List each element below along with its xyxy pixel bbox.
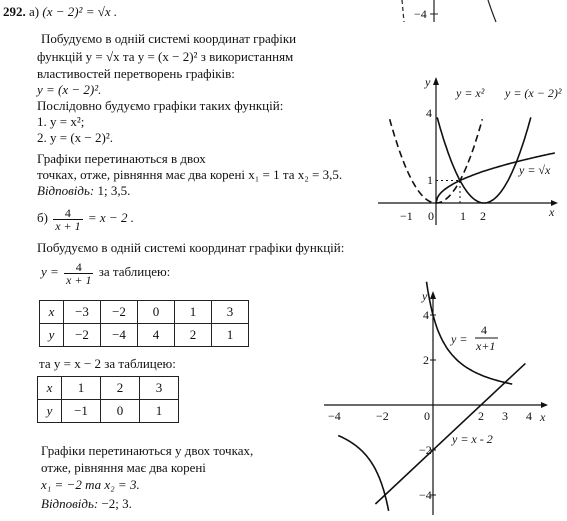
label-line: y = x - 2	[452, 432, 493, 446]
table-cell: 0	[138, 301, 175, 324]
x-tick-label: −4	[328, 409, 341, 423]
table-cell: −3	[64, 301, 101, 324]
tick-label: 4	[426, 106, 432, 120]
y-tick-label: 2	[423, 353, 429, 367]
hyperbola-right-branch	[427, 282, 513, 384]
x-tick-label: 3	[502, 409, 508, 423]
part-a-text1: Побудуємо в одній системі координат графіки	[41, 31, 297, 46]
part-a-text4: y = (x − 2)².	[37, 82, 102, 97]
y-axis-label: y	[425, 75, 431, 89]
table-cell: 4	[138, 324, 175, 347]
table-caption: за таблицею:	[98, 264, 171, 279]
fraction-numerator: 4	[53, 207, 82, 220]
tick-label: −1	[400, 209, 413, 223]
part-a-text2: функцій y = √x та y = (x − 2)² з використанням	[37, 49, 294, 64]
problem-number: 292.	[3, 4, 26, 19]
part-b-text1: Побудуємо в одній системі координат графіки функцій:	[37, 240, 345, 255]
part-a-text6: Графіки перетинаються в двох	[37, 151, 206, 166]
y-fraction-denominator: x + 1	[66, 272, 92, 287]
label-shifted-parabola: y = (x − 2)²	[505, 86, 562, 100]
table-cell: 0	[101, 400, 140, 423]
answer-value: 1; 3,5.	[97, 183, 131, 198]
part-b-text3: Графіки перетинаються у двох точках,	[41, 443, 254, 458]
y-axis-arrow	[430, 291, 436, 299]
table-cell: 2	[101, 377, 140, 400]
table-cell: −2	[64, 324, 101, 347]
table-cell: 3	[140, 377, 179, 400]
x-axis-label: x	[540, 410, 546, 424]
table-cell: x	[40, 301, 64, 324]
answer-label: Відповідь:	[41, 496, 99, 511]
x-axis-label: x	[549, 205, 555, 219]
part-b-text2: та y = x − 2 за таблицею:	[39, 356, 176, 371]
x-tick-label: 2	[478, 409, 484, 423]
tick-label-fragment: −4	[414, 7, 427, 21]
x-axis-arrow	[541, 402, 548, 408]
table-cell: x	[38, 377, 62, 400]
part-a-label: а)	[29, 4, 40, 19]
label-parabola: y = x²	[456, 86, 485, 100]
label-sqrt: y = √x	[519, 163, 551, 177]
part-b-rhs: = x − 2 .	[87, 210, 134, 225]
y-fraction-numerator: 4	[64, 261, 93, 274]
y-tick-label: 4	[423, 308, 429, 322]
table-cell: 2	[175, 324, 212, 347]
table-cell: −1	[62, 400, 101, 423]
table-cell: 1	[140, 400, 179, 423]
part-b-label: б)	[37, 210, 48, 225]
x-tick-label: 4	[526, 409, 532, 423]
label-hyperbola-den: x+1	[476, 339, 496, 353]
part-a-step1: 1. y = x²;	[37, 114, 85, 129]
tick-label: 0	[428, 209, 434, 223]
y-tick-label: −2	[419, 443, 432, 457]
label-hyperbola-num: 4	[481, 323, 487, 337]
x-tick-label: −2	[376, 409, 389, 423]
answer-label: Відповідь:	[37, 183, 95, 198]
x-tick-labels	[328, 409, 532, 423]
part-a-step2: 2. y = (x − 2)².	[37, 130, 113, 145]
fraction-denominator: x + 1	[55, 218, 81, 233]
table-cell: −4	[101, 324, 138, 347]
y-tick-label: −4	[419, 488, 432, 502]
table-cell: −2	[101, 301, 138, 324]
part-b-text4: отже, рівняння має два корені	[41, 460, 206, 475]
label-hyperbola-lhs: y =	[451, 332, 468, 346]
y-axis-label: y	[422, 289, 428, 303]
part-a-equation: (x − 2)² = √x .	[42, 4, 118, 19]
x-tick-label: 0	[424, 409, 430, 423]
tick-label: 1	[460, 209, 466, 223]
part-b-text5: x₁ = −2 та x₂ = 3.	[41, 477, 140, 492]
table-cell: 1	[212, 324, 249, 347]
part-a-text5: Послідовно будуємо графіки таких функцій:	[37, 98, 284, 113]
part-a-text7: точках, отже, рівняння має два корені x₁ = 1 та x₂ = 3,5.	[37, 167, 343, 182]
table-cell: y	[40, 324, 64, 347]
y-equals: y =	[41, 264, 59, 279]
line-curve	[375, 363, 525, 504]
table-cell: 1	[62, 377, 101, 400]
tick-label: 1	[427, 173, 433, 187]
table-cell: 1	[175, 301, 212, 324]
table-cell: y	[38, 400, 62, 423]
answer-value: −2; 3.	[101, 496, 132, 511]
tick-label: 2	[480, 209, 486, 223]
table-cell: 3	[212, 301, 249, 324]
part-a-text3: властивостей перетворень графіків:	[37, 66, 235, 81]
